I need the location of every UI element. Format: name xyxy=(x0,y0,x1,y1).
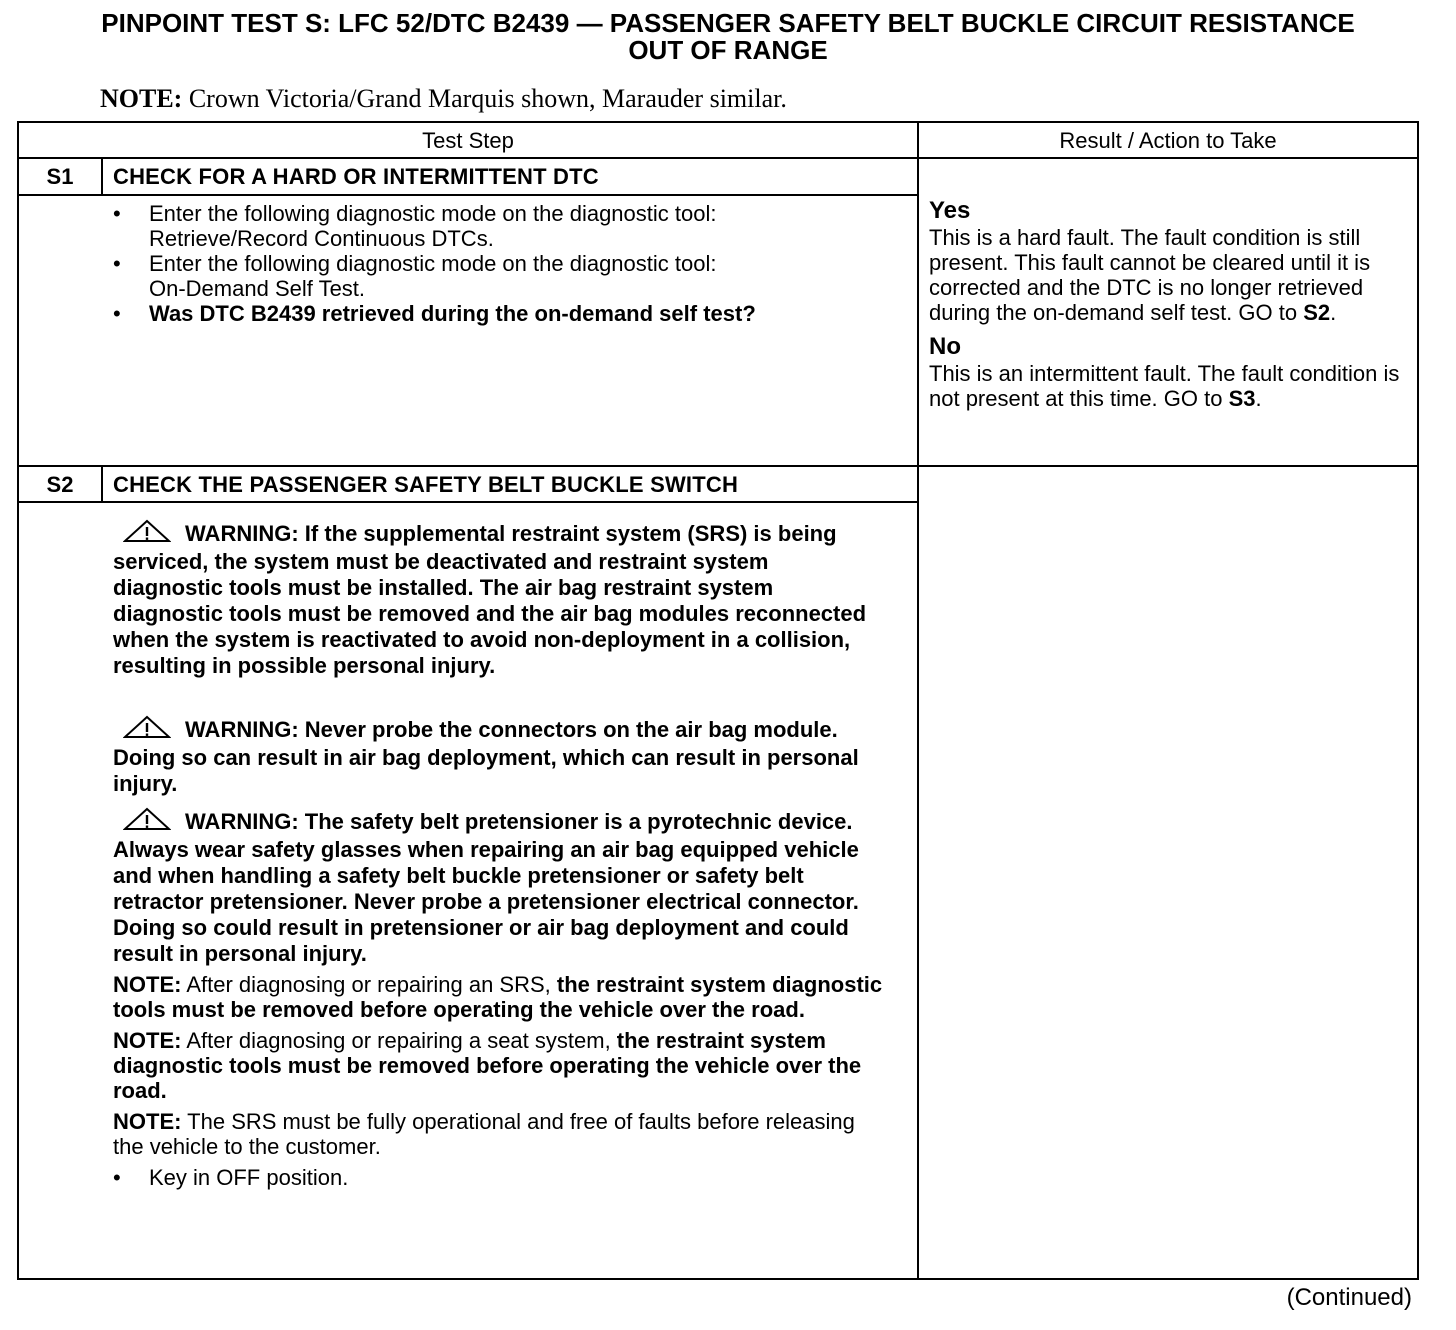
step-title-s1: CHECK FOR A HARD OR INTERMITTENT DTC xyxy=(113,164,599,189)
s2-title-rule xyxy=(19,501,917,503)
header-rule xyxy=(19,157,1417,159)
result-yes-text: This is a hard fault. The fault condition is still present. This fault cannot be cleared until it is corrected and the DTC is no longer retrieved during the on-demand self test. GO to S2. xyxy=(929,225,1371,325)
step-id-s1: S1 xyxy=(46,164,74,189)
goto-s3-link: S3 xyxy=(1228,386,1256,411)
step-id-s2: S2 xyxy=(46,472,74,497)
step-title-s2: CHECK THE PASSENGER SAFETY BELT BUCKLE SWITCH xyxy=(113,472,739,497)
result-yes-heading: Yes xyxy=(929,197,971,224)
s1-bottom-rule xyxy=(19,465,1417,467)
warning-probe-connectors: WARNING: Never probe the connectors on the air bag module. Doing so can result in air bag deployment, which can result in personal injury. xyxy=(113,717,859,796)
s2-bullets xyxy=(113,1165,883,1190)
warning-triangle-icon xyxy=(123,807,171,837)
note-text: Crown Victoria/Grand Marquis shown, Marauder similar. xyxy=(188,84,787,113)
continued-label: (Continued) xyxy=(1286,1284,1412,1311)
id-divider-s1 xyxy=(101,158,103,195)
warning-triangle-icon xyxy=(123,519,171,549)
result-no-text: This is an intermittent fault. The fault condition is not present at this time. GO to S3. xyxy=(929,361,1400,411)
header-result: Result / Action to Take xyxy=(1059,128,1277,153)
pinpoint-table xyxy=(17,121,1419,1280)
list-item: • Key in OFF position. xyxy=(113,1165,349,1190)
header-note xyxy=(100,84,787,114)
warning-pretensioner: WARNING: The safety belt pretensioner is a pyrotechnic device. Always wear safety glasses when repairing an air bag equipped vehicle and when handling a safety belt buckle pretensioner or safety belt retractor pretensioner. Never probe a pretensioner electrical connector. Doing so could result in pretensioner or air bag deployment and could result in personal injury. xyxy=(113,809,859,966)
column-divider xyxy=(917,123,919,1278)
goto-s2-link: S2 xyxy=(1303,300,1331,325)
title-line-1: PINPOINT TEST S: LFC 52/DTC B2439 — PASSENGER SAFETY BELT BUCKLE CIRCUIT RESISTANCE xyxy=(101,8,1355,38)
note-seat-system: NOTE: After diagnosing or repairing a seat system, the restraint system diagnostic tools must be removed before operating the vehicle over the road. xyxy=(113,1028,862,1103)
page-title xyxy=(0,10,1456,64)
list-item: • Enter the following diagnostic mode on the diagnostic tool: On-Demand Self Test. xyxy=(113,251,717,301)
result-no-heading: No xyxy=(929,333,961,360)
id-divider-s2 xyxy=(101,466,103,503)
s2-content xyxy=(113,519,883,1190)
title-line-2: OUT OF RANGE xyxy=(628,35,828,65)
warning-srs: WARNING: If the supplemental restraint system (SRS) is being serviced, the system must be deactivated and restraint system diagnostic tools must be installed. The air bag restraint system diagnostic tools must be removed and the air bag modules reconnected when the system is reactivated to avoid non-deployment in a collision, resulting in possible personal injury. xyxy=(113,521,867,678)
list-item: • Was DTC B2439 retrieved during the on-demand self test? xyxy=(113,301,756,326)
note-operational: NOTE: The SRS must be fully operational and free of faults before releasing the vehicle to the customer. xyxy=(113,1109,855,1159)
note-label: NOTE: xyxy=(100,84,183,113)
s1-result xyxy=(929,199,1413,411)
header-test-step: Test Step xyxy=(422,128,514,153)
warning-triangle-icon xyxy=(123,715,171,745)
list-item: • Enter the following diagnostic mode on the diagnostic tool: Retrieve/Record Continuous DTCs. xyxy=(113,201,717,251)
note-srs: NOTE: After diagnosing or repairing an SRS, the restraint system diagnostic tools must be removed before operating the vehicle over the road. xyxy=(113,972,883,1022)
s1-title-rule xyxy=(19,194,917,196)
s1-instructions xyxy=(113,201,913,326)
